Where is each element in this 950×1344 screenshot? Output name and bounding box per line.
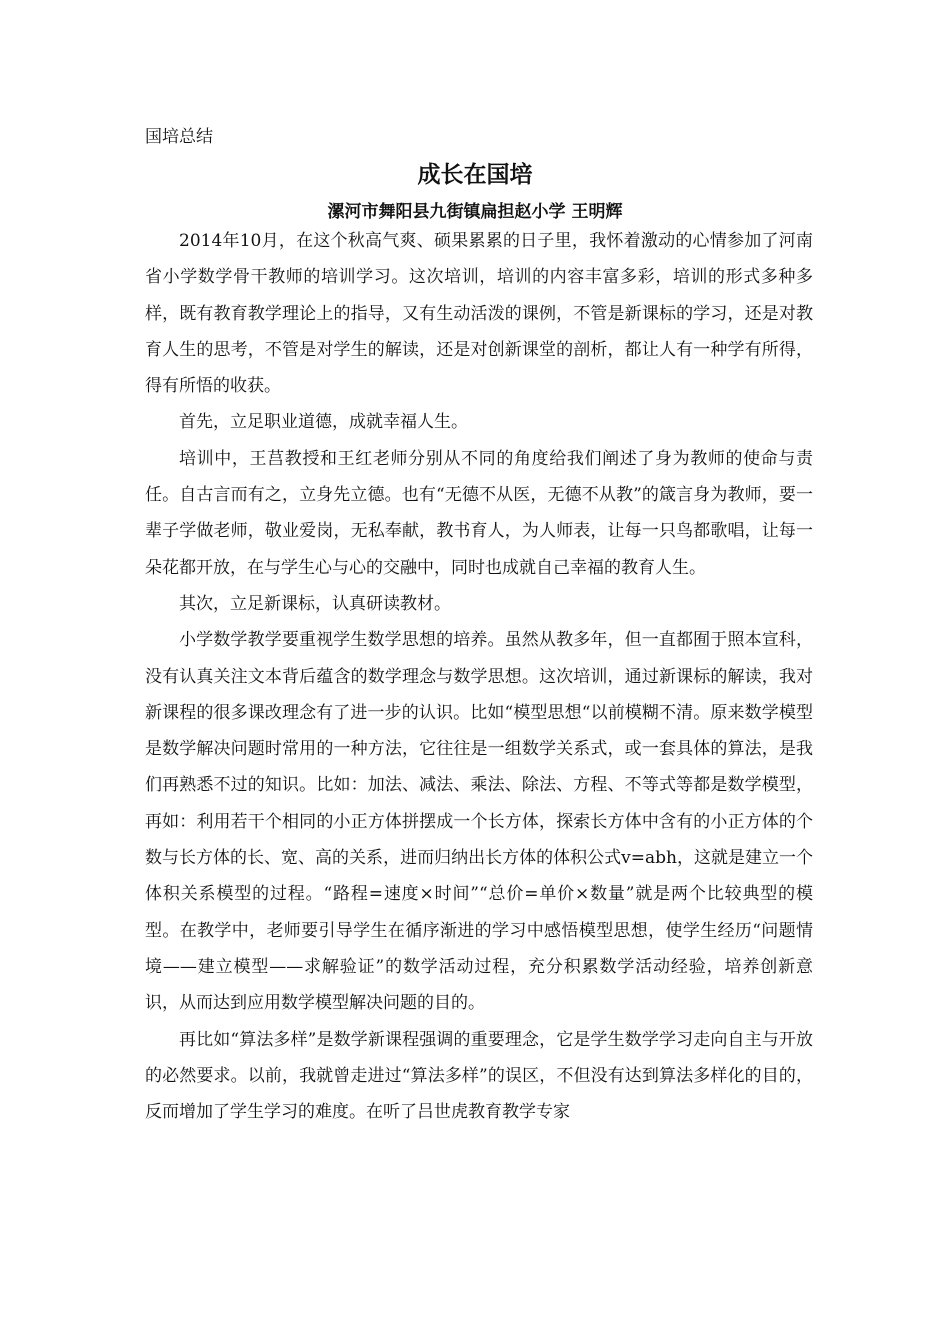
document-body (145, 223, 813, 1130)
paragraph-intro: 2014年10月，在这个秋高气爽、硕果累累的日子里，我怀着激动的心情参加了河南省小学数学骨干教师的培训学习。这次培训，培训的内容丰富多彩，培训的形式多种多样，既有教育教学理论上的指导，又有生动活泼的课例，不管是新课标的学习，还是对教育人生的思考，不管是对学生的解读，还是对创新课堂的剖析，都让人有一种学有所得，得有所悟的收获。 (145, 231, 813, 397)
paragraph-heading-second: 其次，立足新课标，认真研读教材。 (179, 593, 451, 614)
paragraph-ethics: 培训中，王莒教授和王红老师分别从不同的角度给我们阐述了身为教师的使命与责任。自古言而有之，立身先立德。也有“无德不从医，无德不从教”的箴言身为教师，要一辈子学做老师，敬业爱岗，无私奉献，教书育人，为人师表，让每一只鸟都歌唱，让每一朵花都开放，在与学生心与心的交融中，同时也成就自己幸福的教育人生。 (145, 448, 813, 578)
paragraph-heading-first: 首先，立足职业道德，成就幸福人生。 (179, 412, 468, 433)
document-label: 国培总结 (145, 127, 213, 147)
document-title: 成长在国培 (417, 161, 533, 188)
paragraph-algorithm-diversity: 再比如“算法多样”是数学新课程强调的重要理念，它是学生数学学习走向自主与开放的必然要求。以前，我就曾走进过“算法多样”的误区，不但没有达到算法多样化的目的，反而增加了学生学习的难度。在听了吕世虎教育教学专家 (145, 1029, 813, 1123)
paragraph-model-thinking: 小学数学教学要重视学生数学思想的培养。虽然从教多年，但一直都囿于照本宣科，没有认真关注文本背后蕴含的数学理念与数学思想。这次培训，通过新课标的解读，我对新课程的很多课改理念有了进一步的认识。比如“模型思想“以前模糊不清。原来数学模型是数学解决问题时常用的一种方法，它往往是一组数学关系式，或一套具体的算法，是我们再熟悉不过的知识。比如：加法、减法、乘法、除法、方程、不等式等都是数学模型，再如：利用若干个相同的小正方体拼摆成一个长方体，探索长方体中含有的小正方体的个数与长方体的长、宽、高的关系，进而归纳出长方体的体积公式v=abh，这就是建立一个体积关系模型的过程。“路程=速度×时间”“总价=单价×数量”就是两个比较典型的模型。在教学中，老师要引导学生在循序渐进的学习中感悟模型思想，使学生经历“问题情境——建立模型——求解验证”的数学活动过程，充分积累数学活动经验，培养创新意识，从而达到应用数学模型解决问题的目的。 (145, 630, 813, 1014)
author-line: 漯河市舞阳县九街镇扁担赵小学 王明辉 (327, 202, 623, 222)
